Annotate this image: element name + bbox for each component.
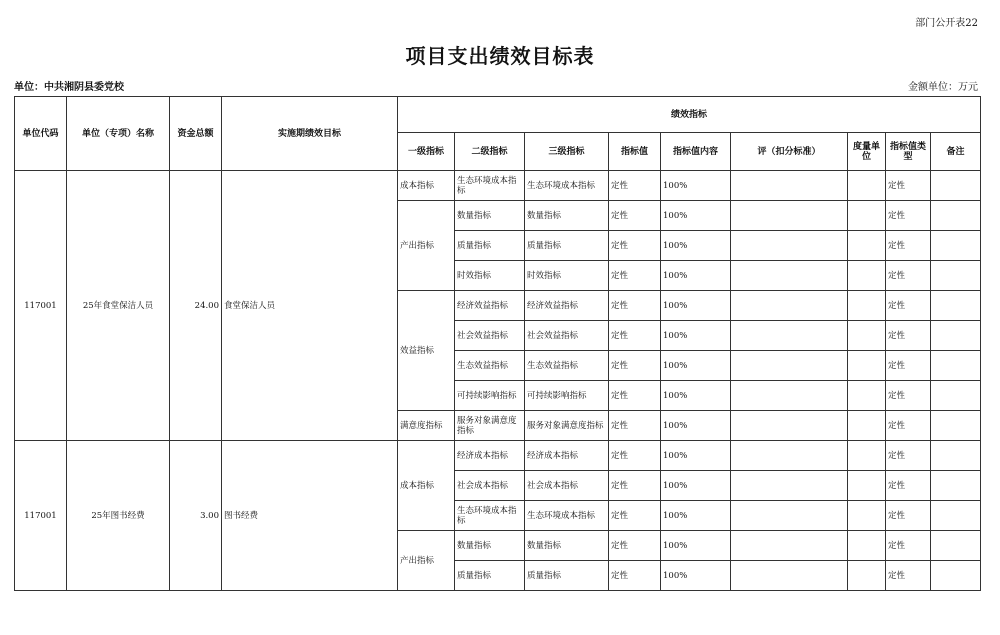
level2-cell: 服务对象满意度指标 (455, 411, 525, 441)
score-cell (731, 201, 848, 231)
remark-cell (931, 321, 981, 351)
score-cell (731, 231, 848, 261)
level2-cell: 经济成本指标 (455, 441, 525, 471)
value-cell: 定性 (609, 321, 661, 351)
header-perf: 绩效指标 (398, 97, 981, 133)
content-cell: 100% (661, 381, 731, 411)
remark-cell (931, 381, 981, 411)
level2-cell: 生态效益指标 (455, 351, 525, 381)
header-unit-code: 单位代码 (15, 97, 67, 171)
value-cell: 定性 (609, 201, 661, 231)
level1-cell: 成本指标 (398, 171, 455, 201)
remark-cell (931, 201, 981, 231)
content-cell: 100% (661, 321, 731, 351)
level3-cell: 经济成本指标 (525, 441, 609, 471)
remark-cell (931, 171, 981, 201)
value-type-cell: 定性 (886, 351, 931, 381)
measure-unit-cell (848, 561, 886, 591)
header-score: 评（扣分标准） (731, 133, 848, 171)
measure-unit-cell (848, 171, 886, 201)
content-cell: 100% (661, 501, 731, 531)
amount-cell: 24.00 (170, 171, 222, 441)
table-row (15, 441, 981, 471)
score-cell (731, 381, 848, 411)
measure-unit-cell (848, 201, 886, 231)
level1-cell: 成本指标 (398, 441, 455, 531)
content-cell: 100% (661, 531, 731, 561)
page-title: 项目支出绩效目标表 (405, 44, 595, 68)
measure-unit-cell (848, 501, 886, 531)
goal-cell: 图书经费 (222, 441, 398, 591)
score-cell (731, 291, 848, 321)
header-total-funds: 资金总额 (170, 97, 222, 171)
level1-cell: 满意度指标 (398, 411, 455, 441)
unit-code-cell: 117001 (15, 171, 67, 441)
value-type-cell: 定性 (886, 531, 931, 561)
content-cell: 100% (661, 171, 731, 201)
goal-cell: 食堂保洁人员 (222, 171, 398, 441)
level1-cell: 产出指标 (398, 531, 455, 591)
measure-unit-cell (848, 291, 886, 321)
level1-cell: 效益指标 (398, 291, 455, 411)
score-cell (731, 411, 848, 441)
level2-cell: 数量指标 (455, 531, 525, 561)
header-level2: 二级指标 (455, 133, 525, 171)
level3-cell: 经济效益指标 (525, 291, 609, 321)
remark-cell (931, 351, 981, 381)
table-row (15, 171, 981, 201)
measure-unit-cell (848, 531, 886, 561)
measure-unit-cell (848, 441, 886, 471)
form-number: 部门公开表22 (915, 18, 978, 29)
header-level3: 三级指标 (525, 133, 609, 171)
project-name-cell: 25年食堂保洁人员 (67, 171, 170, 441)
value-cell: 定性 (609, 351, 661, 381)
score-cell (731, 471, 848, 501)
header-measure-unit: 度量单位 (848, 133, 886, 171)
score-cell (731, 561, 848, 591)
value-cell: 定性 (609, 531, 661, 561)
project-name-cell: 25年图书经费 (67, 441, 170, 591)
level3-cell: 社会效益指标 (525, 321, 609, 351)
measure-unit-cell (848, 351, 886, 381)
value-type-cell: 定性 (886, 561, 931, 591)
value-cell: 定性 (609, 411, 661, 441)
score-cell (731, 501, 848, 531)
score-cell (731, 171, 848, 201)
level1-cell: 产出指标 (398, 201, 455, 291)
value-cell: 定性 (609, 501, 661, 531)
value-type-cell: 定性 (886, 291, 931, 321)
measure-unit-cell (848, 261, 886, 291)
score-cell (731, 321, 848, 351)
measure-unit-cell (848, 471, 886, 501)
value-cell: 定性 (609, 381, 661, 411)
value-type-cell: 定性 (886, 201, 931, 231)
level3-cell: 生态效益指标 (525, 351, 609, 381)
level3-cell: 时效指标 (525, 261, 609, 291)
measure-unit-cell (848, 381, 886, 411)
score-cell (731, 441, 848, 471)
remark-cell (931, 411, 981, 441)
value-type-cell: 定性 (886, 261, 931, 291)
amount-cell: 3.00 (170, 441, 222, 591)
level2-cell: 质量指标 (455, 561, 525, 591)
remark-cell (931, 561, 981, 591)
header-content: 指标值内容 (661, 133, 731, 171)
value-type-cell: 定性 (886, 381, 931, 411)
value-cell: 定性 (609, 171, 661, 201)
level2-cell: 质量指标 (455, 231, 525, 261)
measure-unit-cell (848, 231, 886, 261)
value-cell: 定性 (609, 441, 661, 471)
header-level1: 一级指标 (398, 133, 455, 171)
value-cell: 定性 (609, 291, 661, 321)
level3-cell: 服务对象满意度指标 (525, 411, 609, 441)
value-type-cell: 定性 (886, 231, 931, 261)
remark-cell (931, 471, 981, 501)
value-type-cell: 定性 (886, 321, 931, 351)
measure-unit-cell (848, 411, 886, 441)
score-cell (731, 351, 848, 381)
value-type-cell: 定性 (886, 441, 931, 471)
level2-cell: 社会成本指标 (455, 471, 525, 501)
value-type-cell: 定性 (886, 501, 931, 531)
remark-cell (931, 531, 981, 561)
header-value: 指标值 (609, 133, 661, 171)
content-cell: 100% (661, 411, 731, 441)
table-body (15, 171, 981, 591)
content-cell: 100% (661, 201, 731, 231)
level2-cell: 经济效益指标 (455, 291, 525, 321)
level3-cell: 质量指标 (525, 231, 609, 261)
measure-unit-cell (848, 321, 886, 351)
value-cell: 定性 (609, 231, 661, 261)
value-cell: 定性 (609, 561, 661, 591)
header-goal: 实施期绩效目标 (222, 97, 398, 171)
level3-cell: 可持续影响指标 (525, 381, 609, 411)
content-cell: 100% (661, 291, 731, 321)
remark-cell (931, 501, 981, 531)
level3-cell: 质量指标 (525, 561, 609, 591)
value-cell: 定性 (609, 471, 661, 501)
content-cell: 100% (661, 441, 731, 471)
content-cell: 100% (661, 471, 731, 501)
level2-cell: 可持续影响指标 (455, 381, 525, 411)
unit-label: 单位：中共湘阴县委党校 (14, 82, 124, 93)
value-type-cell: 定性 (886, 471, 931, 501)
score-cell (731, 261, 848, 291)
level2-cell: 社会效益指标 (455, 321, 525, 351)
unit-code-cell: 117001 (15, 441, 67, 591)
level3-cell: 数量指标 (525, 201, 609, 231)
content-cell: 100% (661, 561, 731, 591)
header-value-type: 指标值类型 (886, 133, 931, 171)
value-type-cell: 定性 (886, 411, 931, 441)
amount-unit-label: 金额单位：万元 (908, 82, 978, 93)
level3-cell: 生态环境成本指标 (525, 171, 609, 201)
level2-cell: 数量指标 (455, 201, 525, 231)
content-cell: 100% (661, 261, 731, 291)
level2-cell: 生态环境成本指标 (455, 501, 525, 531)
remark-cell (931, 231, 981, 261)
performance-table (14, 96, 981, 591)
level2-cell: 时效指标 (455, 261, 525, 291)
header-remark: 备注 (931, 133, 981, 171)
remark-cell (931, 291, 981, 321)
remark-cell (931, 261, 981, 291)
level3-cell: 数量指标 (525, 531, 609, 561)
header-unit-project: 单位（专项）名称 (67, 97, 170, 171)
level2-cell: 生态环境成本指标 (455, 171, 525, 201)
score-cell (731, 531, 848, 561)
value-type-cell: 定性 (886, 171, 931, 201)
level3-cell: 生态环境成本指标 (525, 501, 609, 531)
content-cell: 100% (661, 231, 731, 261)
remark-cell (931, 441, 981, 471)
value-cell: 定性 (609, 261, 661, 291)
content-cell: 100% (661, 351, 731, 381)
level3-cell: 社会成本指标 (525, 471, 609, 501)
